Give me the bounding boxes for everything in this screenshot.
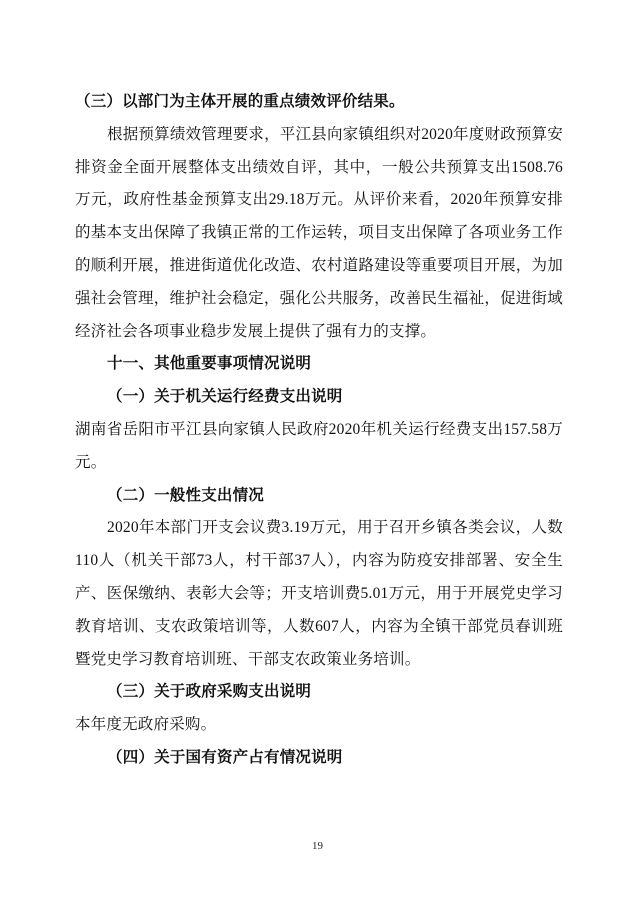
page-footer xyxy=(0,836,635,854)
heading-state-owned-assets: （四）关于国有资产占有情况说明 xyxy=(107,748,343,766)
paragraph-government-procurement: 本年度无政府采购。 xyxy=(75,716,217,734)
paragraph-operating-expenses: 湖南省岳阳市平江县向家镇人民政府2020年机关运行经费支出157.58万元。 xyxy=(75,420,563,471)
paragraph-general-expenses: 2020年本部门开支会议费3.19万元，用于召开乡镇各类会议，人数110人（机关干部73人，村干部37人），内容为防疫安排部署、安全生产、医保缴纳、表彰大会等；开支培训费5.01万元，用于开展党史学习教育培训、支农政策培训等，人数607人，内容为全镇干部党员春训班暨党史学习教育培训班、干部支农政策业务培训。 xyxy=(75,519,563,668)
document-body xyxy=(75,86,563,775)
heading-operating-expenses: （一）关于机关运行经费支出说明 xyxy=(107,388,343,406)
heading-government-procurement: （三）关于政府采购支出说明 xyxy=(107,683,312,701)
paragraph-performance-evaluation: 根据预算绩效管理要求，平江县向家镇组织对2020年度财政预算安排资金全面开展整体支出绩效自评，其中，一般公共预算支出1508.76万元，政府性基金预算支出29.18万元。从评价来看，2020年预算安排的基本支出保障了我镇正常的工作运转，项目支出保障了各项业务工作的顺利开展，推进街道优化改造、农村道路建设等重要项目开展，为加强社会管理，维护社会稳定，强化公共服务，改善民生福祉，促进街域经济社会各项事业稳步发展上提供了强有力的支撑。 xyxy=(75,125,563,340)
heading-key-performance-results: （三）以部门为主体开展的重点绩效评价结果。 xyxy=(75,93,405,110)
page-number: 19 xyxy=(312,840,323,852)
heading-section-11-other-important-items: 十一、其他重要事项情况说明 xyxy=(107,355,312,373)
heading-general-expenses: （二）一般性支出情况 xyxy=(107,486,265,504)
